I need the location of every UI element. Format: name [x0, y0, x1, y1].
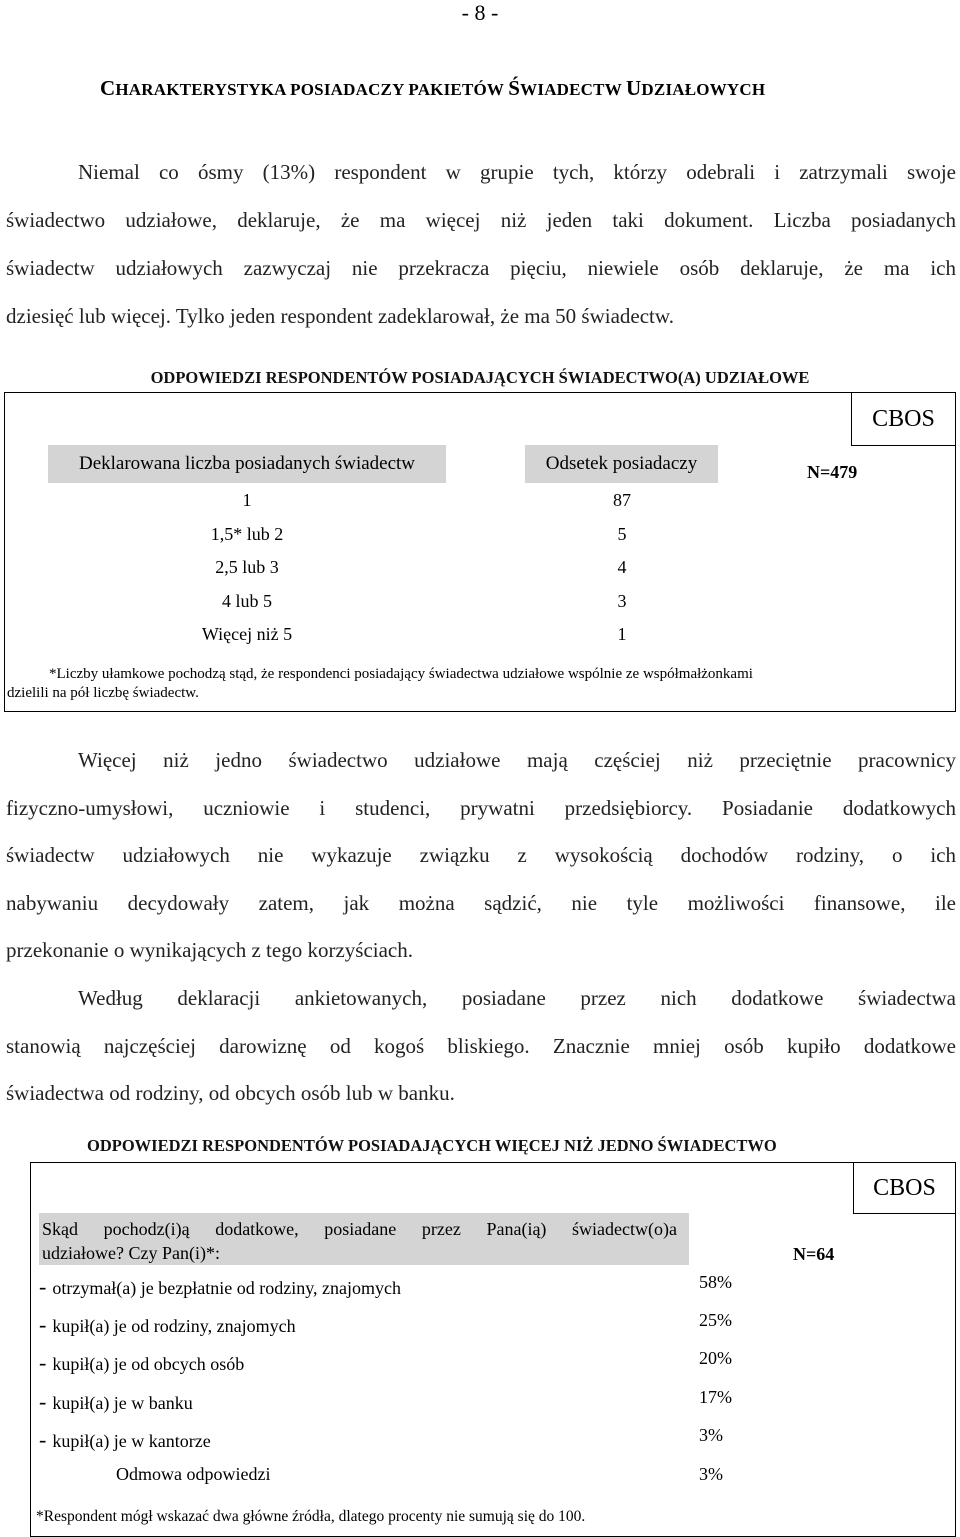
- paragraph-line: Więcej niż jedno świadectwo udziałowe mają częściej niż przeciętnie pracownicy: [78, 748, 956, 772]
- section-title-part: HARAKTERYSTYKA POSIADACZY PAKIETÓW: [115, 80, 509, 99]
- table1-count-cell: Więcej niż 5: [201, 624, 293, 644]
- table2-pct: 3%: [699, 1464, 723, 1484]
- row-label: kupił(a) je w banku: [52, 1393, 193, 1413]
- table2-row: [39, 1427, 211, 1453]
- paragraph-line: Według deklaracji ankietowanych, posiadane przez nich dodatkowe świadectwa: [78, 986, 956, 1010]
- section-title: [100, 76, 765, 102]
- table1-title: ODPOWIEDZI RESPONDENTÓW POSIADAJĄCYCH ŚWIADECTWO(A) UDZIAŁOWE: [150, 368, 810, 387]
- dash-marker: -: [39, 1350, 47, 1375]
- paragraph-line: świadectwa od rodziny, od obcych osób lub w banku.: [6, 1081, 455, 1105]
- row-label: kupił(a) je od obcych osób: [52, 1354, 245, 1374]
- paragraph-line: Niemal co ósmy (13%) respondent w grupie tych, którzy odebrali i zatrzymali swoje: [78, 160, 956, 184]
- table1-pct-cell: 1: [617, 624, 627, 644]
- paragraph-line: świadectw udziałowych nie wykazuje związku z wysokością dochodów rodziny, o ich: [6, 843, 956, 867]
- table1-count-cell: 4 lub 5: [221, 591, 272, 611]
- table2-pct: 3%: [699, 1425, 723, 1445]
- table2-sample-size: N=64: [793, 1244, 835, 1264]
- row-label: kupił(a) je w kantorze: [52, 1431, 211, 1451]
- row-label: Odmowa odpowiedzi: [116, 1464, 271, 1484]
- row-label: otrzymał(a) je bezpłatnie od rodziny, znajomych: [52, 1278, 402, 1298]
- page-number: - 8 -: [461, 0, 499, 25]
- table2-pct: 17%: [699, 1387, 732, 1407]
- table2-question: [39, 1213, 689, 1265]
- footnote-line: dzielili na pół liczbę świadectw.: [7, 685, 199, 701]
- table2-row: [39, 1389, 193, 1415]
- paragraph-2: [6, 737, 956, 975]
- table2-row: [39, 1274, 401, 1300]
- paragraph-line: świadectwo udziałowe, deklaruje, że ma więcej niż jeden taki dokument. Liczba posiadanych: [6, 208, 956, 232]
- section-title-part: U: [626, 76, 642, 100]
- section-title-part: C: [100, 76, 116, 100]
- table2-row: [39, 1312, 296, 1338]
- table1-count-cell: 1: [242, 490, 252, 510]
- paragraph-line: świadectw udziałowych zazwyczaj nie przekracza pięciu, niewiele osób deklaruje, że ma ich: [6, 256, 956, 280]
- question-line: udziałowe? Czy Pan(i)*:: [42, 1243, 220, 1263]
- dash-marker: -: [39, 1427, 47, 1452]
- table1-col2-header: Odsetek posiadaczy: [525, 445, 718, 483]
- table2-pct: 20%: [699, 1348, 732, 1368]
- dash-marker: -: [39, 1312, 47, 1337]
- section-title-part: Ś: [508, 76, 521, 100]
- section-title-part: DZIAŁOWYCH: [641, 80, 766, 99]
- dash-marker: -: [39, 1274, 47, 1299]
- table1-pct-cell: 3: [617, 591, 627, 611]
- table1-pct-cell: 87: [613, 490, 631, 510]
- table1-count-cell: 1,5* lub 2: [210, 524, 284, 544]
- footnote-line: *Liczby ułamkowe pochodzą stąd, że respondenci posiadający świadectwa udziałowe wspólnie ze współmałżonkami: [49, 666, 753, 682]
- table2-row: [39, 1350, 244, 1376]
- paragraph-line: przekonanie o wynikających z tego korzyściach.: [6, 938, 413, 962]
- table1-box: [4, 392, 956, 712]
- paragraph-line: stanowią najczęściej darowiznę od kogoś bliskiego. Znacznie mniej osób kupiło dodatkowe: [6, 1033, 956, 1058]
- row-label: kupił(a) je od rodziny, znajomych: [52, 1316, 296, 1336]
- question-line: Skąd pochodz(i)ą dodatkowe, posiadane przez Pana(ią) świadectw(o)a: [42, 1219, 677, 1239]
- intro-paragraph: [6, 148, 956, 340]
- table1-source-label: CBOS: [851, 392, 956, 446]
- paragraph-3: [6, 975, 956, 1118]
- paragraph-line: dziesięć lub więcej. Tylko jeden respondent zadeklarował, że ma 50 świadectw.: [6, 304, 674, 328]
- table1-pct-cell: 5: [617, 524, 627, 544]
- table2-title: ODPOWIEDZI RESPONDENTÓW POSIADAJĄCYCH WIĘCEJ NIŻ JEDNO ŚWIADECTWO: [87, 1136, 777, 1155]
- table2-source-label: CBOS: [853, 1162, 956, 1214]
- table2-pct: 58%: [699, 1272, 732, 1292]
- table1-col1-header: Deklarowana liczba posiadanych świadectw: [48, 445, 446, 483]
- table2-pct: 25%: [699, 1310, 732, 1330]
- table1-footnote: [7, 665, 953, 703]
- table1-sample-size: N=479: [807, 462, 858, 482]
- paragraph-line: fizyczno-umysłowi, uczniowie i studenci, prywatni przedsiębiorcy. Posiadanie dodatkowych: [6, 795, 956, 820]
- dash-marker: -: [39, 1389, 47, 1414]
- table2-footnote: *Respondent mógł wskazać dwa główne źródła, dlatego procenty nie sumują się do 100.: [36, 1508, 586, 1525]
- section-title-part: WIADECTW: [520, 80, 627, 99]
- table2-row: [116, 1464, 270, 1485]
- table1-pct-cell: 4: [617, 557, 627, 577]
- table1-count-cell: 2,5 lub 3: [215, 557, 279, 577]
- paragraph-line: nabywaniu decydowały zatem, jak można sądzić, nie tyle możliwości finansowe, ile: [6, 890, 956, 915]
